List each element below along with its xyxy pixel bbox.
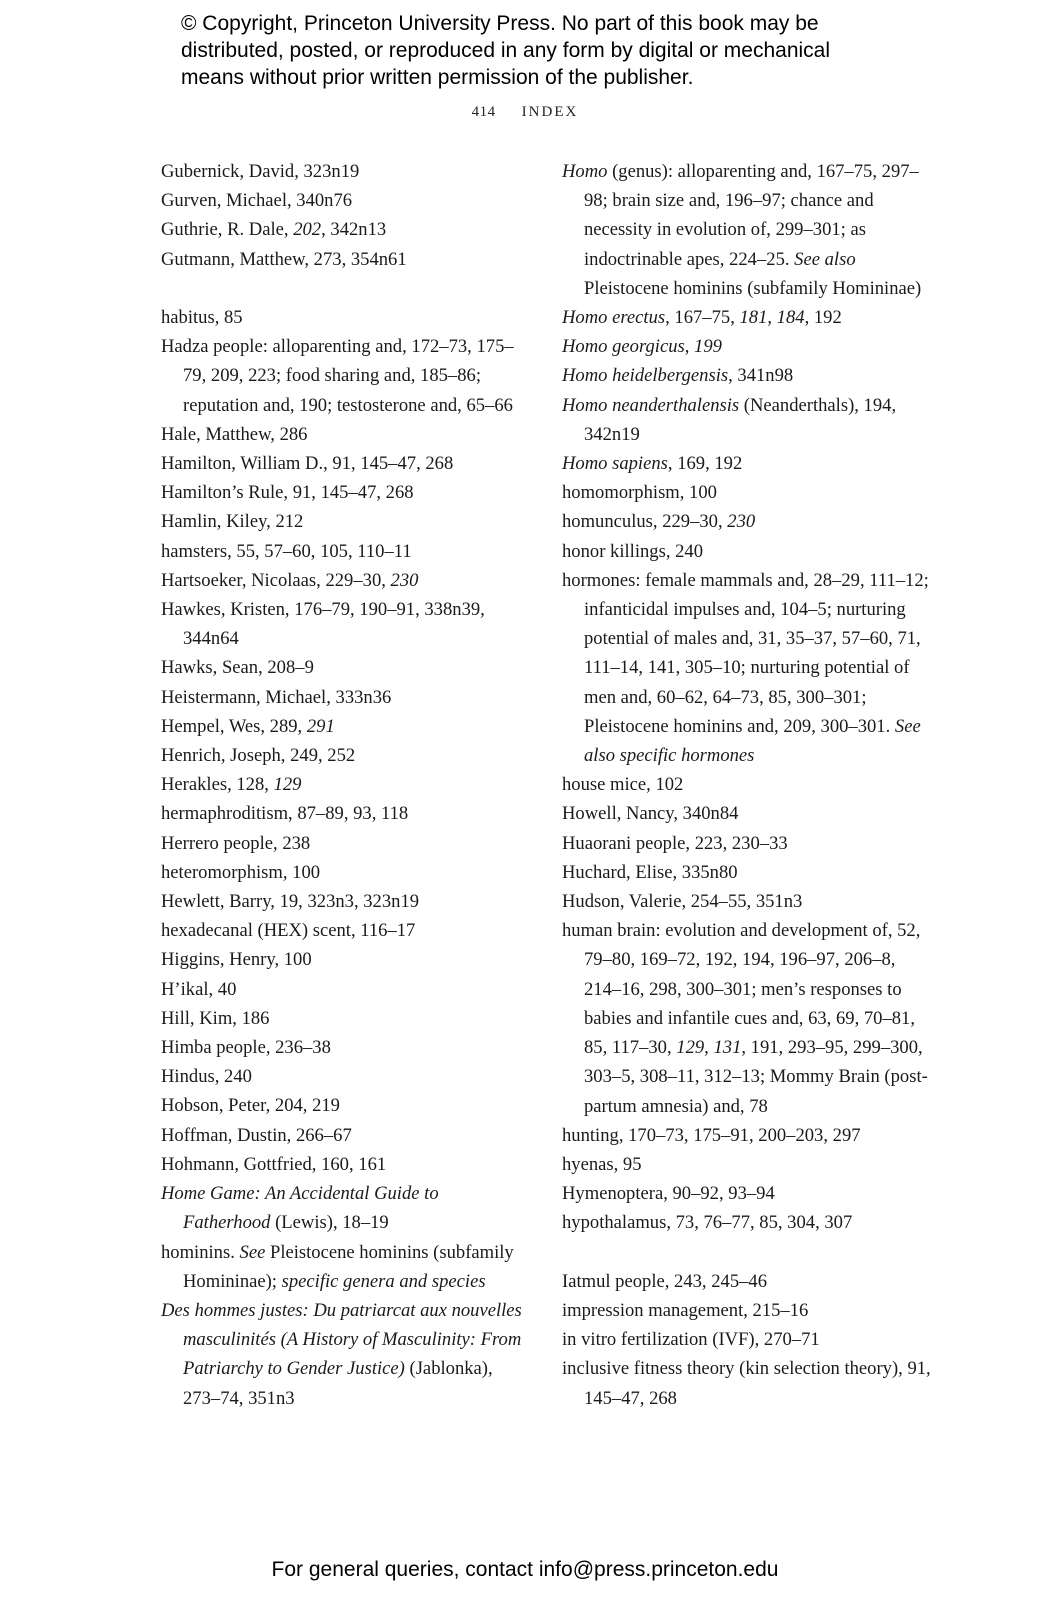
index-entry: Gubernick, David, 323n19 xyxy=(161,161,360,182)
letter-group-gap xyxy=(562,1238,932,1267)
index-entry: honor killings, 240 xyxy=(562,540,704,562)
index-entry: Hamlin, Kiley, 212 xyxy=(161,511,304,533)
italic-text: 291 xyxy=(306,715,335,737)
index-entry: Homo georgicus, 199 xyxy=(562,336,722,358)
italic-text: Homo georgicus xyxy=(562,336,685,358)
index-entry: Hempel, Wes, 289, 291 xyxy=(161,715,335,737)
index-entry: Hohmann, Gottfried, 160, 161 xyxy=(161,1153,387,1175)
index-entry: hamsters, 55, 57–60, 105, 110–11 xyxy=(161,540,412,562)
italic-text: See xyxy=(239,1241,266,1263)
index-entry: hexadecanal (HEX) scent, 116–17 xyxy=(161,920,416,942)
section-title: INDEX xyxy=(521,104,579,120)
index-entry: Hudson, Valerie, 254–55, 351n3 xyxy=(562,891,803,913)
index-entry: Hymenoptera, 90–92, 93–94 xyxy=(562,1183,775,1205)
copyright-line: means without prior written permission of the publisher. xyxy=(181,66,694,89)
italic-text: 230 xyxy=(727,511,756,533)
index-entry: Himba people, 236–38 xyxy=(161,1037,331,1059)
italic-text: 230 xyxy=(390,569,419,591)
italic-text: Home Game: An Accidental Guide to Fatherhood xyxy=(161,1183,439,1234)
index-entry: Henrich, Joseph, 249, 252 xyxy=(161,745,356,767)
index-entry: Huaorani people, 223, 230–33 xyxy=(562,832,788,854)
index-entry: Huchard, Elise, 335n80 xyxy=(562,861,738,883)
index-entry: inclusive fitness theory (kin selection theory), 91, 145–47, 268 xyxy=(562,1358,931,1409)
index-entry: Hindus, 240 xyxy=(161,1066,252,1088)
italic-text: Homo erectus xyxy=(562,307,666,329)
italic-text: Homo xyxy=(562,161,608,182)
italic-text: Homo heidelbergensis xyxy=(562,365,729,387)
copyright-notice xyxy=(181,10,941,91)
index-entry: Higgins, Henry, 100 xyxy=(161,949,312,971)
index-entry: Herrero people, 238 xyxy=(161,832,311,854)
index-entry: Howell, Nancy, 340n84 xyxy=(562,803,739,825)
index-entry: Hoffman, Dustin, 266–67 xyxy=(161,1124,352,1146)
index-entry: impression management, 215–16 xyxy=(562,1299,809,1321)
italic-text: 202 xyxy=(293,219,322,241)
index-entry: hormones: female mammals and, 28–29, 111–12; infanticidal impulses and, 104–5; nurturing potential of males and, 31, 35–37, 57–60, 71, 111–14, 141, 305–10; nurturing potential of men and, 60–62, 64–73, 85, 300–301; Pleistocene hominins and, 209, 300–301. See also specific hormones xyxy=(562,569,929,767)
index-entry: Iatmul people, 243, 245–46 xyxy=(562,1270,768,1292)
italic-text: 129 xyxy=(676,1037,705,1059)
index-entry: Homo heidelbergensis, 341n98 xyxy=(562,365,794,387)
index-entry: homunculus, 229–30, 230 xyxy=(562,511,756,533)
index-entry: Des hommes justes: Du patriarcat aux nouvelles masculinités (A History of Masculinity: From Patriarchy to Gender Justice) (Jablonka), 273–74, 351n3 xyxy=(161,1299,522,1409)
italic-text: 184 xyxy=(776,307,805,329)
index-entry: H’ikal, 40 xyxy=(161,978,237,1000)
copyright-line: distributed, posted, or reproduced in any form by digital or mechanical xyxy=(181,39,831,62)
italic-text: specific genera and species xyxy=(281,1270,486,1292)
index-column-right xyxy=(562,157,932,1413)
italic-text: See also xyxy=(794,248,856,270)
page-number: 414 xyxy=(471,104,496,120)
index-entry: habitus, 85 xyxy=(161,307,243,328)
letter-group-gap xyxy=(161,274,526,303)
index-entry: Hale, Matthew, 286 xyxy=(161,423,308,445)
index-entry: Homo sapiens, 169, 192 xyxy=(562,453,743,475)
index-entry: Hamilton, William D., 91, 145–47, 268 xyxy=(161,453,454,475)
index-entry: Hill, Kim, 186 xyxy=(161,1007,270,1029)
index-entry: human brain: evolution and development of, 52, 79–80, 169–72, 192, 194, 196–97, 206–8, 214–16, 298, 300–301; men’s responses to babies and infantile cues and, 63, 69, 70–81, 85, 117–30, 129, 131, 191, 293–95, 299–300, 303–5, 308–11, 312–13; Mommy Brain (post-partum amnesia) and, 78 xyxy=(562,920,928,1117)
italic-text: See also specific hormones xyxy=(584,715,921,767)
index-column-left xyxy=(161,157,526,1413)
index-entry: hypothalamus, 73, 76–77, 85, 304, 307 xyxy=(562,1212,853,1234)
index-entry: Herakles, 128, 129 xyxy=(161,774,302,796)
index-entry: house mice, 102 xyxy=(562,774,684,796)
index-entry: homomorphism, 100 xyxy=(562,482,717,504)
italic-text: 129 xyxy=(273,774,302,796)
index-entry: Homo neanderthalensis (Neanderthals), 194, 342n19 xyxy=(562,394,897,445)
index-entry: Hadza people: alloparenting and, 172–73, 175–79, 209, 223; food sharing and, 185–86; reputation and, 190; testosterone and, 65–66 xyxy=(161,336,514,416)
index-entry: hominins. See Pleistocene hominins (subfamily Homininae); specific genera and species xyxy=(161,1241,514,1292)
index-entry: Hewlett, Barry, 19, 323n3, 323n19 xyxy=(161,891,420,913)
italic-text: Homo neanderthalensis xyxy=(562,394,740,416)
index-entry: Hartsoeker, Nicolaas, 229–30, 230 xyxy=(161,569,419,591)
index-entry: Hawks, Sean, 208–9 xyxy=(161,657,314,679)
index-entry: in vitro fertilization (IVF), 270–71 xyxy=(562,1329,820,1351)
index-entry: Home Game: An Accidental Guide to Fatherhood (Lewis), 18–19 xyxy=(161,1183,439,1234)
index-entry: Homo (genus): alloparenting and, 167–75, 297–98; brain size and, 196–97; chance and necessity in evolution of, 299–301; as indoctrinable apes, 224–25. See also Pleistocene hominins (subfamily Homininae) xyxy=(562,161,922,299)
index-entry: heteromorphism, 100 xyxy=(161,861,321,883)
index-entry: hermaphroditism, 87–89, 93, 118 xyxy=(161,803,409,825)
italic-text: Des hommes justes: Du patriarcat aux nouvelles masculinités (A History of Masculinity: From Patriarchy to Gender Justice) xyxy=(161,1299,522,1380)
italic-text: 131 xyxy=(713,1037,742,1059)
italic-text: 181 xyxy=(739,307,768,329)
index-entry: hyenas, 95 xyxy=(562,1153,642,1175)
index-entry: Hamilton’s Rule, 91, 145–47, 268 xyxy=(161,482,414,504)
index-entry: Heistermann, Michael, 333n36 xyxy=(161,686,392,708)
footer-contact: For general queries, contact info@press.princeton.edu xyxy=(271,1558,779,1581)
italic-text: Homo sapiens xyxy=(562,453,668,475)
copyright-line: © Copyright, Princeton University Press. No part of this book may be xyxy=(181,12,819,35)
running-head xyxy=(0,104,1050,121)
index-entry: Gurven, Michael, 340n76 xyxy=(161,190,353,212)
index-entry: Homo erectus, 167–75, 181, 184, 192 xyxy=(562,307,842,329)
index-entry: Guthrie, R. Dale, 202, 342n13 xyxy=(161,219,387,241)
index-entry: Hawkes, Kristen, 176–79, 190–91, 338n39, 344n64 xyxy=(161,599,485,650)
index-entry: Gutmann, Matthew, 273, 354n61 xyxy=(161,248,407,270)
index-entry: hunting, 170–73, 175–91, 200–203, 297 xyxy=(562,1124,861,1146)
italic-text: 199 xyxy=(694,336,722,358)
index-entry: Hobson, Peter, 204, 219 xyxy=(161,1095,340,1117)
